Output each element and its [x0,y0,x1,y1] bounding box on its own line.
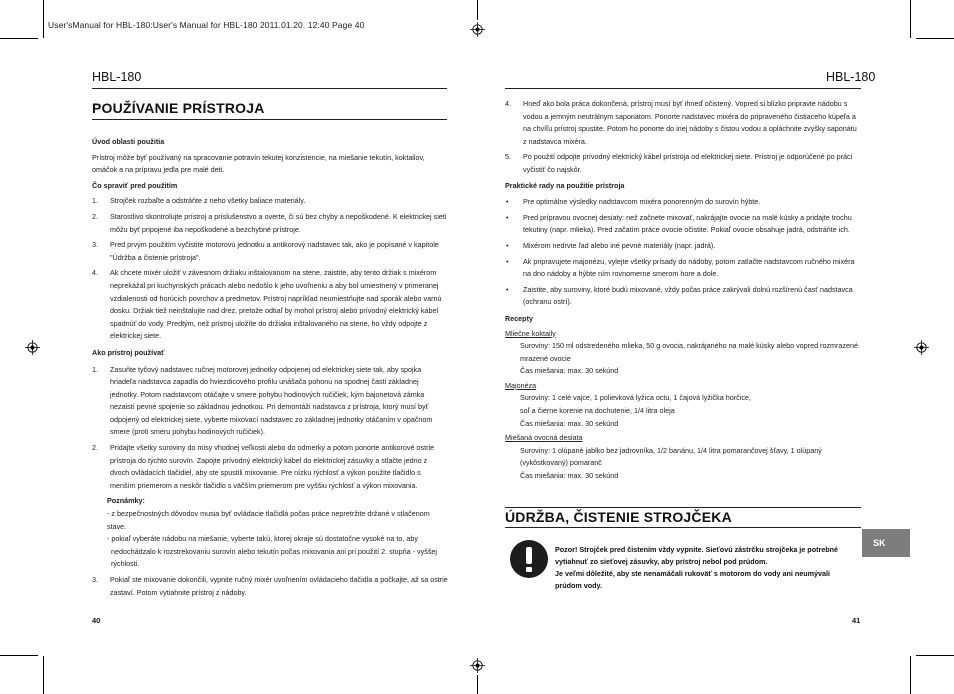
recipe-name: Miešaná ovocná desiata [505,433,583,443]
recipe-name: Mliečne koktaily [505,328,556,338]
language-tab: SK [862,529,910,557]
warning-line: prúdom vody. [555,581,602,590]
list-item [92,211,448,236]
list-number: 2. [92,443,98,453]
list-number: 2. [92,211,98,221]
section-heading: Čo spraviť pred použitím [92,180,178,190]
bullet-text: Zaistite, aby suroviny, ktoré budú mixované, vždy počas práce zakrývali dolnú rozšírenú časť nadstavca (ochranu ostrí). [523,284,853,307]
recipe-line: Čas miešania: max. 30 sekúnd [520,471,619,481]
bullet-item [505,240,860,253]
recipe-line: Suroviny: 1 olúpané jablko bez jadrovníka, 1/2 banánu, 1/4 litra pomarančovej šťavy, 1 olúpaný [520,445,822,455]
list-item [505,98,860,148]
bullet-text: Mixérom nedrvte ľad alebo iné pevné materiály (napr. jadrá). [523,240,716,250]
left-page-title: POUŽÍVANIE PRÍSTROJA [92,100,265,116]
bullet-item [505,196,860,209]
page-number-left: 40 [92,616,101,625]
maintenance-title-rule [505,527,861,528]
list-text: Hneď ako bola práca dokončená, prístroj musí byť ihneď očistený. Vopred si blízko pripravte nádobu s vodou a jemným neutrálnym saponátom. Ponorte nadstavec mixéra do pripraveného čistiaceho kúpeľa a na chvíľu prístroj spustite. Potom ho ponorte do inej nádoby s čistou vodou a opláchnite zvyšky saponátu z nadstavca mixéra. [523,99,857,146]
print-slug: User'sManual for HBL-180:User's Manual for HBL-180 2011.01.20. 12:40 Page 40 [48,20,365,30]
bullet-text: Pred prípravou ovocnej desiaty: než začnete mixovať, nakrájajte ovocie na malé kúsky a pridajte trochu tekutiny (napr. mlieka). Pred začatím práce ovocie očistite. Pokiaľ ovocie obsahuje jadrá, odstráňte ich. [523,212,852,235]
recipe-name: Majonéza [505,380,537,390]
warning-line: Je veľmi dôležité, aby ste nenamáčali rukoväť s motorom do vody ani neumývali [555,569,831,578]
list-text: Po použití odpojte prívodný elektrický kábel prístroja od elektrickej siete. Prístroj je odporúčené po práci vyčistiť čo najskôr. [523,152,853,174]
bullet-item [505,284,860,309]
list-number: 3. [92,575,98,584]
bullet-icon: • [506,284,509,294]
list-text: Starostlivo skontrolujte prístroj a príslušenstvo a overte, či sú bez chyby a nepoškodené. K elektrickej sieti môžu byť pripojené iba nepoškodené a bezchybné prístroje. [110,211,447,234]
warning-text [555,544,855,592]
maintenance-top-rule [505,507,861,508]
note-line: nedochádzalo k rozstrekovaniu surovín alebo tekutín počas mixovania ani pri použití 2. stupňa - vyššej [111,546,438,556]
bullet-icon: • [506,212,509,222]
recipe-line: Čas miešania: max. 30 sekúnd [520,418,619,428]
list-item [505,151,860,176]
list-item [92,574,448,599]
exclamation-icon [510,540,548,578]
bullet-item [505,212,860,237]
notes-block [92,495,448,571]
list-text: Pridajte všetky suroviny do misy vhodnej veľkosti alebo do odmerky a potom ponorte antikorové ostrie prístroja do týchto surovín. Zapojte prívodný elektrický kábel do elektrickej zásuvky a stlačte jedno z dvoch ovládacích tlačidiel, aby ste spustili mixovanie. Pre nízku rýchlosť a výkon použite tlačidlo s menším priemerom a neskôr tlačidlo s väčším priemerom pre vyššiu rýchlosť a výkon mixovania. [110,443,435,490]
registration-mark-icon [25,340,40,355]
left-page-header: HBL-180 [92,70,142,84]
list-number: 3. [92,240,98,250]
list-text: Pred prvým použitím vyčistite motorovú jednotku a antikorový nadstavec tak, ako je popísané v kapitole "Údržba a čistenie prístroja". [110,240,439,262]
bullet-text: Pre optimálne výsledky nadstavcom mixéra ponorenným do surovín hýbte. [523,197,761,207]
section-heading: Úvod oblasti použitia [92,137,165,146]
list-number: 1. [92,364,98,374]
warning-line: Pozor! Strojček pred čistením vždy vypnite. Sieťovú zástrčku strojčeka je potrebné [555,545,839,554]
page-number-right: 41 [852,616,861,625]
list-number: 4. [92,268,98,278]
list-item [92,267,448,343]
section-heading: Praktické rady na použitie prístroja [505,180,625,190]
bullet-icon: • [506,197,509,207]
bullet-text: Ak pripravujete majonézu, vylejte všetky prísady do nádoby, potom zatlačte nadstavcom ručného mixéra na dno nádoby a hýbte ním rovnomerne smerom hore a dole. [523,256,855,279]
paragraph: Prístroj môže byť používaný na spracovanie potravín tekutej konzistencie, na miešanie tekutín, koktailov, omáčok a na prípravu jedla pre malé deti. [92,152,425,175]
list-text: Ak chcete mixér uložiť v závesnom držiaku inštalovanom na stene, zaistite, aby tento držiak s mixérom neprekážal pri kuchynských prácach alebo nedošlo k jeho uvoľneniu a aby bol umiestnený v primeranej vzdialenosti od horúcich povrchov a predmetov. Prístroj napríklad neumiestňujte nad sporák alebo varnú dosku. Držiak tiež neinštalujte nad drez, pretože odtiaľ by mohol prístroj alebo prívodný elektrický kábel spadnúť do vody. Predtým, než prístroj uložíte do držiaka inštalovaného na stene, ho vždy odpojte z elektrickej siete. [110,268,442,341]
recipe-line: Čas miešania: max. 30 sekúnd [520,366,619,376]
right-body [505,98,860,483]
left-header-rule [92,88,447,89]
recipe-line: mrazené ovocie [520,353,571,363]
warning-line: vytiahnuť zo sieťovej zásuvky, aby prístroj nebol pod prúdom. [555,557,768,566]
note-line: - z bezpečnostných dôvodov musia byť ovládacie tlačidlá počas práce nepretržite držané v stlačenom stave. [107,509,430,531]
list-text: Pokiaľ ste mixovanie dokončili, vypnite ručný mixér uvoľnením ovládacieho tlačidla a počkajte, až sa ostrie zastaví. Potom vytiahnite prístroj z nádoby. [110,575,448,597]
recipe-line: Suroviny: 1 celé vajce, 1 polievková lyžica octu, 1 čajová lyžička horčice, [520,393,751,403]
section-heading: Ako prístroj používať [92,347,165,357]
bullet-item [505,256,860,281]
bullet-icon: • [506,256,509,266]
bullet-icon: • [506,240,509,250]
recipe-line: (vykôstkovaný) pomaranč [520,458,602,468]
list-item [92,239,448,264]
list-item [92,195,448,208]
note-line: - pokiaľ vyberáte nádobu na miešanie, vyberte takú, ktorej okraje sú dostatočne vysoké na to, aby [107,534,418,544]
right-page-header: HBL-180 [826,70,876,84]
list-number: 1. [92,196,98,206]
registration-mark-icon [914,340,929,355]
section-heading: Recepty [505,313,533,323]
list-number: 4. [505,99,511,108]
left-title-rule [92,119,447,120]
left-body [92,136,448,599]
registration-mark-icon [470,22,485,37]
list-item [92,442,448,492]
list-number: 5. [505,152,511,162]
right-header-rule [505,88,861,89]
list-text: Strojček rozbaľte a odstráňte z neho všetky baliace materiály. [110,196,306,206]
recipe-line: Suroviny: 150 ml odstredeného mlieka, 50 g ovocia, nakrájaného na malé kúsky alebo vopred rozmrazené [520,341,859,351]
list-item [92,364,448,440]
recipe-line: soľ a čierne korenie na dochutenie, 1/4 litra oleja [520,406,675,416]
list-text: Zasuňte tyčový nadstavec ručnej motorovej jednotky odpojenej od elektrickej siete tak, aby spojka hriadeľa nadstavca zapadla do hviezdicového profilu unášača pohonu na spodnej časti základnej jednotky. Potom nadstavcom otáčajte v smere pohybu hodinových ručičiek, kým bajonetová zámka nezaistí pevné spojenie so základnou jednotkou. Pri demontáži nadstavca z prístroja, ktorý musí byť odpojený od elektrickej siete, vyberte mixovací nadstavec zo základnej jednotky otáčaním v opačnom smere (proti smeru pohybu hodinových ručičiek). [110,364,433,437]
registration-mark-icon [470,658,485,673]
note-line: rýchlosti. [111,559,140,569]
notes-heading: Poznámky: [107,496,145,506]
maintenance-title: ÚDRŽBA, ČISTENIE STROJČEKA [505,509,732,525]
